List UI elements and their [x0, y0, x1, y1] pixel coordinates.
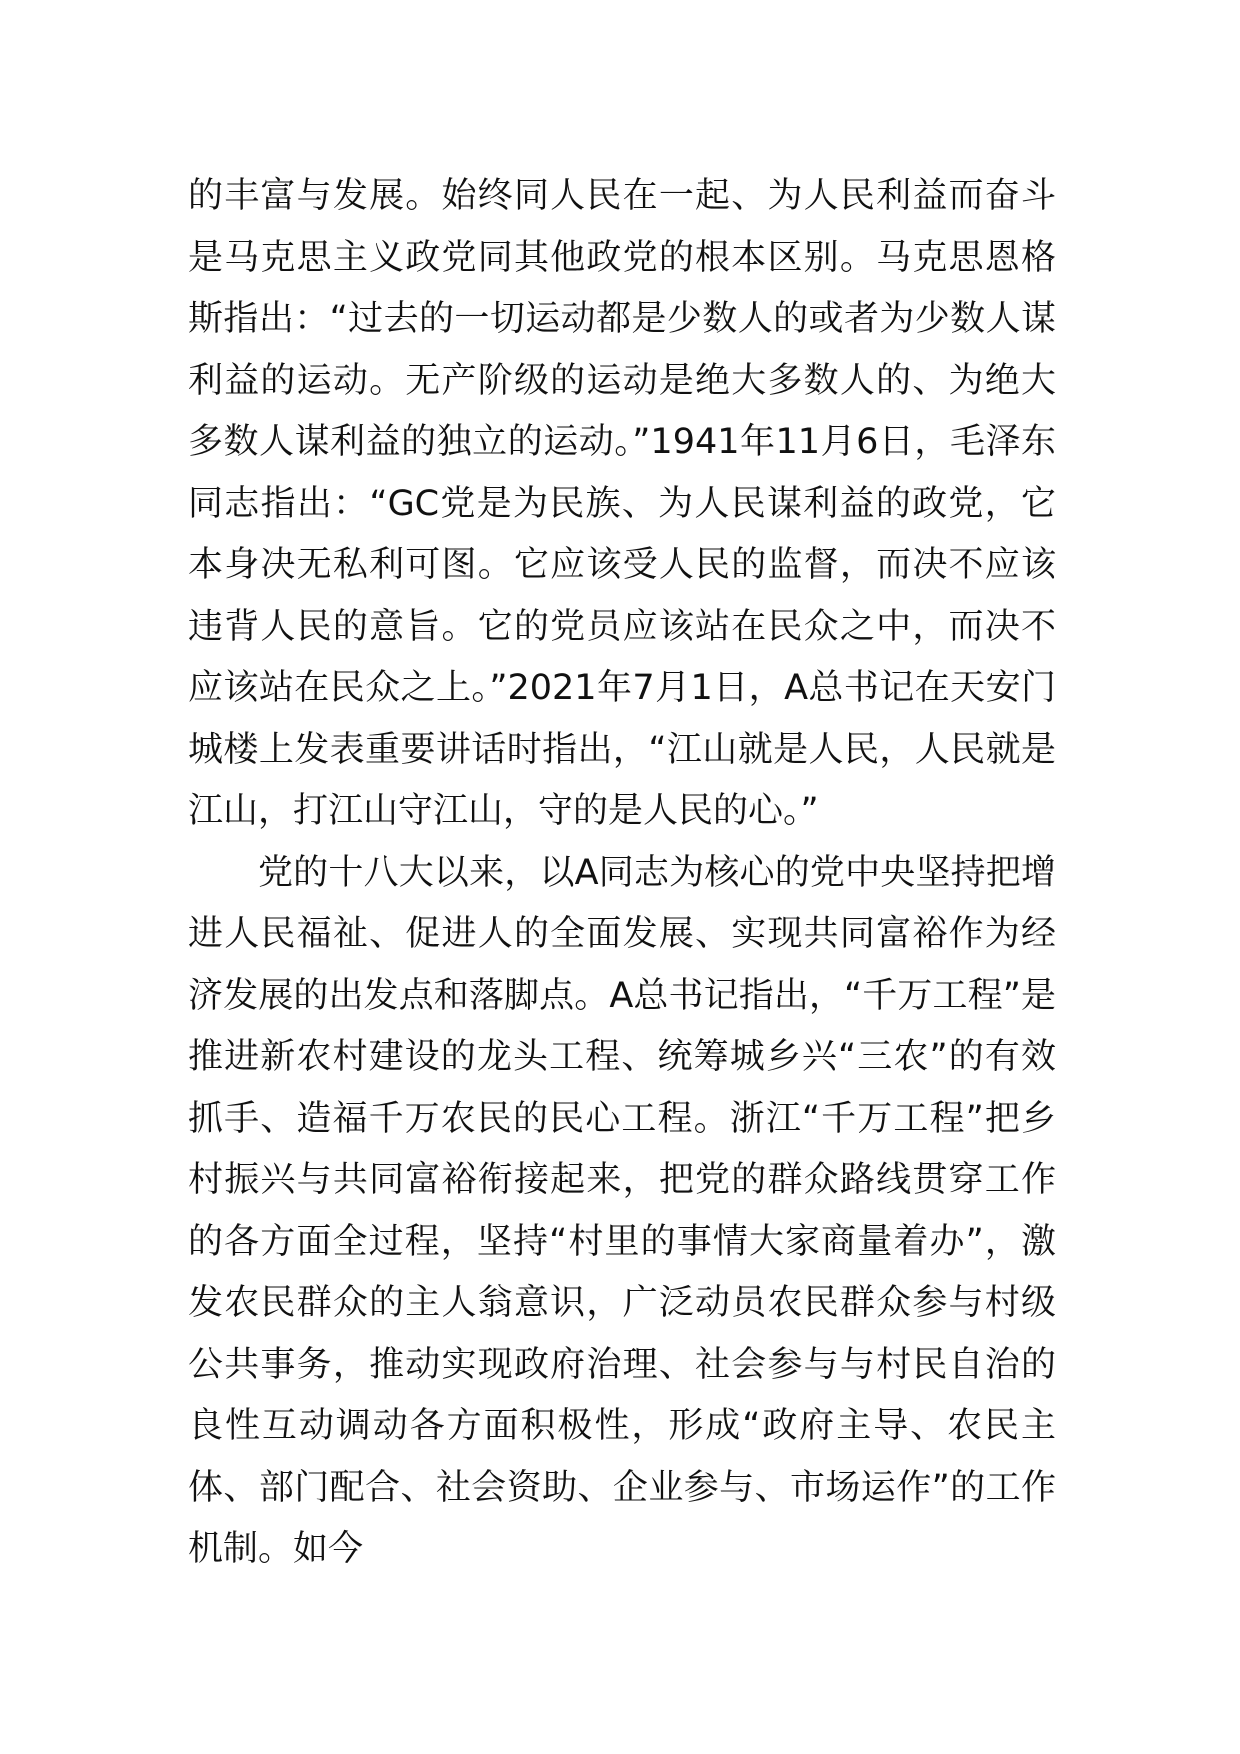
paragraph-1: 的丰富与发展。始终同人民在一起、为人民利益而奋斗是马克思主义政党同其他政党的根本区别。马克思恩格斯指出：“过去的一切运动都是少数人的或者为少数人谋利益的运动。无产阶级的运动是绝大多数人的、为绝大多数人谋利益的独立的运动。”1941年11月6日，毛泽东同志指出：“GC党是为民族、为人民谋利益的政党，它本身决无私利可图。它应该受人民的监督，而决不应该违背人民的意旨。它的党员应该站在民众之中，而决不应该站在民众之上。”2021年7月1日，A总书记在天安门城楼上发表重要讲话时指出，“江山就是人民，人民就是江山，打江山守江山，守的是人民的心。”	[188, 176, 1056, 831]
document-body	[188, 166, 1056, 1581]
paragraph-2: 党的十八大以来，以A同志为核心的党中央坚持把增进人民福祉、促进人的全面发展、实现共同富裕作为经济发展的出发点和落脚点。A总书记指出，“千万工程”是推进新农村建设的龙头工程、统筹城乡兴“三农”的有效抓手、造福千万农民的民心工程。浙江“千万工程”把乡村振兴与共同富裕衔接起来，把党的群众路线贯穿工作的各方面全过程，坚持“村里的事情大家商量着办”，激发农民群众的主人翁意识，广泛动员农民群众参与村级公共事务，推动实现政府治理、社会参与与村民自治的良性互动调动各方面积极性，形成“政府主导、农民主体、部门配合、社会资助、企业参与、市场运作”的工作机制。如今	[188, 852, 1056, 1569]
